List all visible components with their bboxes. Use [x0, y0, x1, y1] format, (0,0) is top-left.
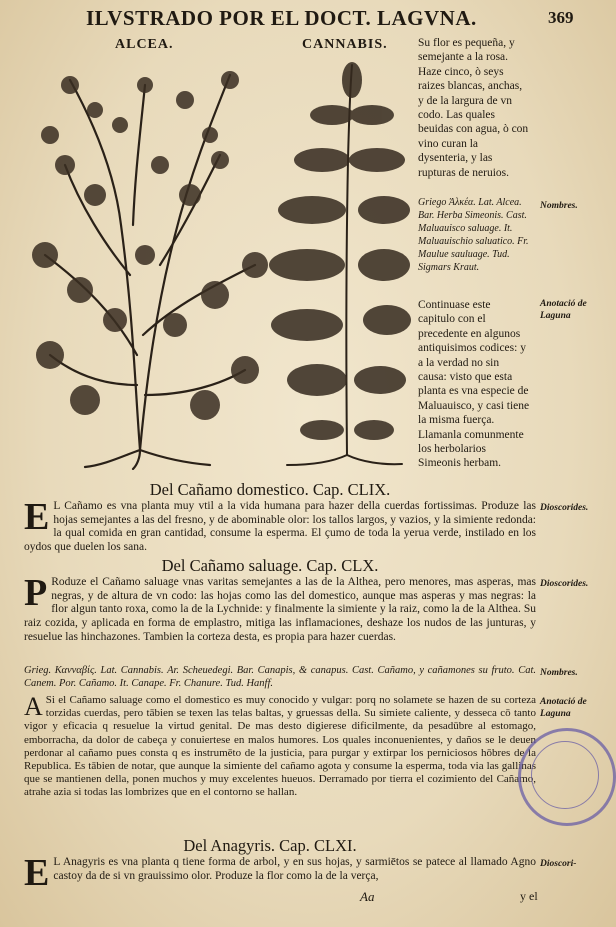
drop-cap: P: [24, 572, 48, 614]
catchword: y el: [520, 889, 538, 903]
margin-note-dioscorides-160: Dioscorides.: [540, 579, 589, 589]
chapter-160-title: Del Cañamo saluage. Cap. CLX.: [161, 556, 379, 575]
running-title: ILVSTRADO POR EL DOCT. LAGVNA.: [86, 6, 477, 30]
alcea-names: Griego Ἀλκέα. Lat. Alcea. Bar. Herba Simeonis. Cast. Maluauisco saluage. It. Maluauischio saluatico. Fr. Maulue sauluage. Tud. Sigmars Kraut.: [418, 197, 529, 273]
margin-note-nombres-160: Nombres.: [540, 668, 578, 678]
cannabis-woodcut-illustration: [262, 60, 412, 468]
drop-cap: E: [24, 496, 50, 538]
chapter-161-text: E L Anagyris es vna planta q tiene forma de arbol, y en sus hojas, y sarmiētos se patece al llamado Agno castoy da de si vn grauissimo olor. Produze la flor como la de la verça,: [24, 852, 536, 894]
chapter-160-text: P Roduze el Cañamo saluage vnas varitas semejantes a las de la Althea, pero menores, mas asperas, mas negras, y de altura de vn codo: las hojas como las del domestico, aunque mas asperas y mas negras: la flor algun tanto roxa, como la de la Lychnide: y finalmente la simiente y la raiz, como la de la Althea. Su raiz cozida, y aplicada en forma de emplastro, mitiga las inflamaciones, deshaze los nudos de las junturas, y resuelue las hinchazones. Tambien la corteza desta, es propia para hazer cuerdas.: [24, 572, 536, 643]
chapter-160-names: Grieg. Κανναβίς. Lat. Cannabis. Ar. Scheuedegi. Bar. Canapis, & canapus. Cast. Cañamo, y cañamones su fruto. Cat. Canem. Por. Cañamo. It. Canape. Fr. Chanure. Tud. Hanff.: [24, 665, 536, 689]
margin-note-nombres: Nombres.: [540, 201, 578, 211]
signature-mark: Aa: [360, 889, 375, 904]
alcea-description: Su flor es pequeña, y semejante a la rosa. Haze cinco, ò seys raizes blancas, anchas, y de la largura de vn codo. Las quales beuidas con agua, ò con vino curan la dysenteria, y las rupturas de neruios.: [418, 37, 529, 179]
chapter-159-text: E L Cañamo es vna planta muy vtil a la vida humana para hazer della cuerdas fortissimas. Produze las hojas semejantes a las del fresno, y de abominable olor: los tallos largos, y vazios, y la simiente redonda: la qual comida en gran cantidad, consume la esperma. El çumo de toda la yerua verde, instilado en los oydos que duelen los sana.: [24, 496, 536, 554]
page-number: 369: [548, 8, 574, 27]
chapter-159-title: Del Cañamo domestico. Cap. CLIX.: [149, 480, 391, 499]
stamp-inner-ring: [531, 741, 599, 809]
drop-cap: A: [24, 692, 43, 721]
chapter-161-title: Del Anagyris. Cap. CLXI.: [183, 836, 357, 855]
margin-note-dioscorides-161: Dioscori-: [540, 859, 577, 869]
margin-note-anotacion: Anotació de Laguna: [540, 299, 587, 321]
alcea-woodcut-illustration: [25, 55, 270, 470]
library-stamp: [518, 728, 616, 826]
alcea-label: ALCEA.: [115, 37, 174, 52]
margin-note-dioscorides-159: Dioscorides.: [540, 503, 589, 513]
cannabis-label: CANNABIS.: [302, 37, 388, 52]
drop-cap: E: [24, 852, 50, 894]
alcea-annotation: Continuase este capitulo con el precedente en algunos antiquisimos codices: y a la verdad no sin causa: visto que esta planta es vna especie de Maluauisco, y casi tiene la misma fuerça. Llamanla comunmente los herbolarios Simeonis herbam.: [418, 299, 530, 470]
chapter-160-annotation: A Si el Cañamo saluage como el domestico es muy conocido y vulgar: porq no solamete se hazen de su corteza torzidas cuerdas, pero tābien se texen las telas baltas, y gruessas della. Su simiete caliente, y desseca cō tanto vigor y eficacia q resuelue la virtud genital. De mas desto digierese dificilmente, da pesadūbre al estomago, emborracha, da dolor de cabeça y conuiertese en malos humores. Los quales inconuenientes, y daños se le deuen perdonar al cañamo pues consta q es instrumēto de la justicia, para purgar y extirpar los perniciosos hōbres de la Republica. Es tābien de notar, que aunque la simiente del cañamo agota y consume la esperma, toda via las gallinas que se mantienen della, ponen muchos y muy excelentes hueuos. Derramado por tierra el cozimiento del Cañamo, atrahe azia si todas las lombrizes que en el contorno se hallan.: [24, 692, 536, 799]
margin-note-anotacion-160: Anotació de Laguna: [540, 697, 587, 719]
